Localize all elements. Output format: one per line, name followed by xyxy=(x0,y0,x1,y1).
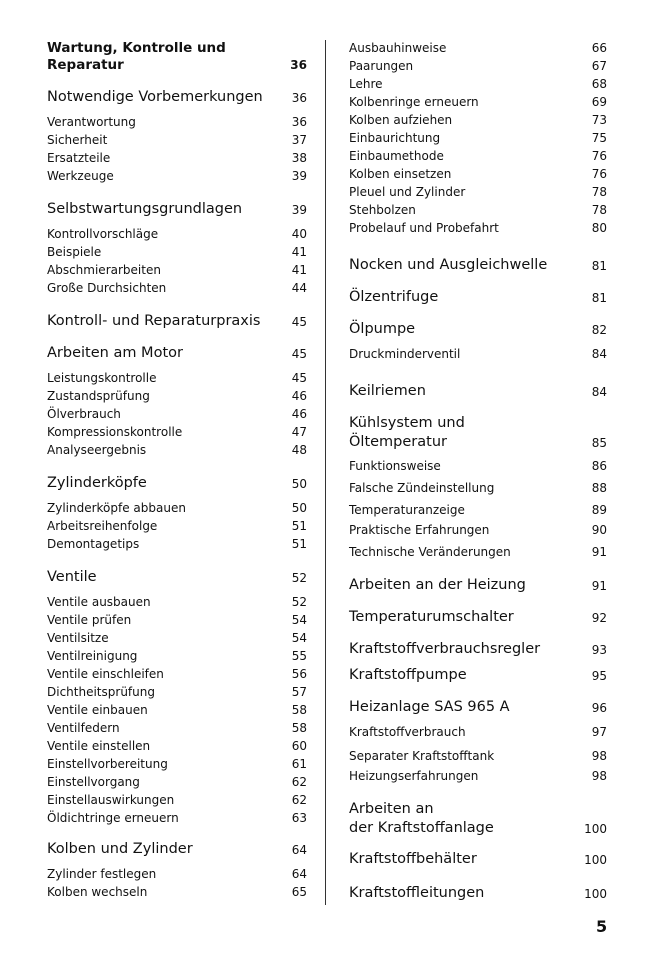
toc-entry xyxy=(349,544,607,561)
toc-entry xyxy=(47,500,307,517)
toc-entry-title: Funktionsweise xyxy=(349,459,441,473)
toc-entry xyxy=(349,458,607,475)
toc-entry xyxy=(349,800,607,838)
toc-page-number: 88 xyxy=(591,481,607,495)
toc-page-number: 78 xyxy=(591,185,607,199)
toc-page-number: 91 xyxy=(591,579,607,593)
toc-entry-title: Druckminderventil xyxy=(349,347,461,361)
toc-section-heading: Selbstwartungsgrundlagen xyxy=(47,201,243,217)
toc-entry-title: Probelauf und Probefahrt xyxy=(349,221,499,235)
toc-page-number: 96 xyxy=(591,701,607,715)
toc-page-number: 91 xyxy=(591,545,607,559)
toc-page-number: 57 xyxy=(291,685,307,699)
toc-page-number: 65 xyxy=(291,885,307,899)
toc-page-number: 45 xyxy=(291,347,307,361)
toc-page-number: 52 xyxy=(291,571,307,585)
toc-entry xyxy=(47,88,307,107)
toc-section-heading: Temperaturumschalter xyxy=(349,609,514,625)
toc-entry xyxy=(47,442,307,459)
toc-page-number: 61 xyxy=(291,757,307,771)
toc-entry-title: Arbeitsreihenfolge xyxy=(47,519,158,533)
toc-page-number: 54 xyxy=(291,631,307,645)
toc-page-number: 40 xyxy=(291,227,307,241)
toc-section-heading: Ölzentrifuge xyxy=(349,289,439,305)
toc-entry-title: Lehre xyxy=(349,77,383,91)
toc-page-number: 45 xyxy=(291,371,307,385)
toc-entry-title: Sicherheit xyxy=(47,133,108,147)
toc-entry-title: Kraftstoffverbrauch xyxy=(349,725,466,739)
toc-entry xyxy=(349,640,607,659)
toc-entry-title: Separater Kraftstofftank xyxy=(349,749,495,763)
toc-entry xyxy=(349,202,607,219)
toc-page-number: 39 xyxy=(291,169,307,183)
toc-entry-title: Zustandsprüfung xyxy=(47,389,150,403)
toc-entry xyxy=(47,702,307,719)
toc-section-heading: Keilriemen xyxy=(349,383,426,399)
toc-entry xyxy=(47,406,307,423)
toc-entry xyxy=(349,576,607,595)
toc-entry xyxy=(349,480,607,497)
toc-entry xyxy=(47,244,307,261)
toc-entry-title: Große Durchsichten xyxy=(47,281,167,295)
toc-entry-title: Einstellauswirkungen xyxy=(47,793,175,807)
toc-entry xyxy=(349,698,607,717)
toc-entry xyxy=(349,148,607,165)
toc-section-heading: Kontroll- und Reparaturpraxis xyxy=(47,313,261,329)
toc-entry-title: Ventile prüfen xyxy=(47,613,132,627)
toc-entry xyxy=(47,150,307,167)
toc-section-heading: Arbeiten an der Heizung xyxy=(349,577,526,593)
toc-entry xyxy=(349,850,607,869)
toc-entry xyxy=(349,884,607,903)
toc-page-number: 69 xyxy=(591,95,607,109)
toc-page-number: 92 xyxy=(591,611,607,625)
toc-page-number: 54 xyxy=(291,613,307,627)
toc-entry-title: Heizungserfahrungen xyxy=(349,769,479,783)
toc-entry-title: Einstellvorbereitung xyxy=(47,757,168,771)
toc-entry xyxy=(47,866,307,883)
toc-page-number: 78 xyxy=(591,203,607,217)
toc-entry-title: Ventilfedern xyxy=(47,721,120,735)
toc-section-heading: Kraftstoffbehälter xyxy=(349,851,477,867)
toc-page-number: 93 xyxy=(591,643,607,657)
toc-section-heading: Heizanlage SAS 965 A xyxy=(349,699,510,715)
toc-section-heading: Kraftstoffpumpe xyxy=(349,667,467,683)
toc-entry xyxy=(47,536,307,553)
toc-section-heading: Ölpumpe xyxy=(349,321,416,337)
toc-page-number: 58 xyxy=(291,703,307,717)
page-number: 5 xyxy=(596,917,608,936)
toc-entry-title: Einbaurichtung xyxy=(349,131,441,145)
toc-entry-title: Einbaumethode xyxy=(349,149,444,163)
toc-page-number: 46 xyxy=(291,407,307,421)
toc-entry xyxy=(47,200,307,219)
toc-page-number: 50 xyxy=(291,501,307,515)
toc-entry xyxy=(349,608,607,627)
toc-section-heading: Wartung, Kontrolle und Reparatur xyxy=(47,40,226,73)
toc-entry xyxy=(349,256,607,275)
toc-page-number: 66 xyxy=(591,41,607,55)
toc-page-number: 84 xyxy=(591,385,607,399)
toc-entry xyxy=(349,382,607,401)
toc-entry xyxy=(47,666,307,683)
toc-page-number: 100 xyxy=(584,887,607,901)
toc-entry-title: Analyseergebnis xyxy=(47,443,147,457)
toc-page-number: 55 xyxy=(291,649,307,663)
toc-entry xyxy=(47,810,307,827)
toc-entry-title: Zylinder festlegen xyxy=(47,867,157,881)
toc-entry-title: Werkzeuge xyxy=(47,169,114,183)
toc-page-number: 48 xyxy=(291,443,307,457)
toc-page-number: 100 xyxy=(584,853,607,867)
toc-entry xyxy=(349,76,607,93)
toc-entry xyxy=(47,792,307,809)
toc-entry-title: Pleuel und Zylinder xyxy=(349,185,466,199)
toc-entry xyxy=(47,424,307,441)
toc-page-number: 68 xyxy=(591,77,607,91)
toc-entry-title: Einstellvorgang xyxy=(47,775,140,789)
toc-section-heading: Nocken und Ausgleichwelle xyxy=(349,257,548,273)
toc-page-number: 38 xyxy=(291,151,307,165)
toc-entry xyxy=(349,502,607,519)
toc-page-number: 86 xyxy=(591,459,607,473)
toc-entry-title: Paarungen xyxy=(349,59,414,73)
toc-entry-title: Leistungskontrolle xyxy=(47,371,157,385)
toc-page-number: 100 xyxy=(584,822,607,836)
toc-page-number: 76 xyxy=(591,149,607,163)
toc-page-number: 41 xyxy=(291,245,307,259)
toc-page-number: 73 xyxy=(591,113,607,127)
toc-page-number: 52 xyxy=(291,595,307,609)
toc-entry-title: Verantwortung xyxy=(47,115,136,129)
toc-page-number: 85 xyxy=(591,436,607,450)
toc-section-heading: Kolben und Zylinder xyxy=(47,841,193,857)
toc-entry-title: Ausbauhinweise xyxy=(349,41,447,55)
toc-page-number: 75 xyxy=(591,131,607,145)
toc-entry xyxy=(47,168,307,185)
toc-page-number: 37 xyxy=(291,133,307,147)
toc-page-number: 64 xyxy=(291,867,307,881)
toc-page-number: 36 xyxy=(291,115,307,129)
toc-entry xyxy=(349,724,607,741)
toc-entry-title: Zylinderköpfe abbauen xyxy=(47,501,186,515)
toc-entry-title: Kolben wechseln xyxy=(47,885,148,899)
toc-page-number: 58 xyxy=(291,721,307,735)
toc-entry xyxy=(47,344,307,363)
toc-section-heading: Arbeiten am Motor xyxy=(47,345,183,361)
toc-page-number: 56 xyxy=(291,667,307,681)
toc-entry xyxy=(349,346,607,363)
toc-entry xyxy=(349,184,607,201)
toc-page-number: 80 xyxy=(591,221,607,235)
toc-entry xyxy=(349,288,607,307)
toc-page-number: 50 xyxy=(291,477,307,491)
toc-section-heading: Kühlsystem und Öltemperatur xyxy=(349,415,465,450)
toc-section-heading: Ventile xyxy=(47,569,97,585)
toc-entry xyxy=(47,132,307,149)
toc-entry xyxy=(47,594,307,611)
toc-page-number: 62 xyxy=(291,793,307,807)
toc-entry xyxy=(349,768,607,785)
toc-page-number: 63 xyxy=(291,811,307,825)
toc-entry xyxy=(349,58,607,75)
toc-entry-title: Falsche Zündeinstellung xyxy=(349,481,495,495)
toc-section-heading: Notwendige Vorbemerkungen xyxy=(47,89,263,105)
toc-page-number: 46 xyxy=(291,389,307,403)
toc-entry xyxy=(47,630,307,647)
toc-entry xyxy=(349,414,607,452)
toc-entry xyxy=(47,720,307,737)
toc-entry xyxy=(47,40,307,74)
toc-page-number: 81 xyxy=(591,291,607,305)
toc-entry-title: Öldichtringe erneuern xyxy=(47,811,179,825)
toc-entry xyxy=(47,568,307,587)
toc-entry-title: Ventilsitze xyxy=(47,631,109,645)
toc-entry xyxy=(349,40,607,57)
toc-entry xyxy=(47,840,307,859)
toc-page-number: 51 xyxy=(291,519,307,533)
toc-entry-title: Kompressionskontrolle xyxy=(47,425,183,439)
toc-page-number: 60 xyxy=(291,739,307,753)
toc-page-number: 41 xyxy=(291,263,307,277)
toc-entry-title: Ventile einschleifen xyxy=(47,667,164,681)
toc-entry xyxy=(47,114,307,131)
toc-entry-title: Ventile einstellen xyxy=(47,739,151,753)
toc-entry xyxy=(349,94,607,111)
toc-entry-title: Praktische Erfahrungen xyxy=(349,523,490,537)
toc-entry-title: Technische Veränderungen xyxy=(349,545,511,559)
toc-page-number: 36 xyxy=(290,58,307,72)
toc-page-number: 98 xyxy=(591,769,607,783)
toc-page-number: 36 xyxy=(291,91,307,105)
toc-entry xyxy=(47,226,307,243)
toc-entry-title: Ventile ausbauen xyxy=(47,595,151,609)
toc-entry xyxy=(349,320,607,339)
toc-page-number: 64 xyxy=(291,843,307,857)
toc-entry xyxy=(47,648,307,665)
toc-entry xyxy=(47,738,307,755)
toc-entry-title: Demontagetips xyxy=(47,537,140,551)
toc-entry xyxy=(47,280,307,297)
toc-page-number: 51 xyxy=(291,537,307,551)
toc-entry-title: Beispiele xyxy=(47,245,102,259)
toc-entry xyxy=(47,756,307,773)
column-divider xyxy=(325,40,326,905)
toc-entry xyxy=(47,612,307,629)
toc-page-number: 97 xyxy=(591,725,607,739)
toc-page-number: 45 xyxy=(291,315,307,329)
toc-entry-title: Stehbolzen xyxy=(349,203,416,217)
toc-page-number: 89 xyxy=(591,503,607,517)
toc-entry xyxy=(47,774,307,791)
toc-entry xyxy=(349,522,607,539)
toc-section-heading: Kraftstoffleitungen xyxy=(349,885,485,901)
toc-section-heading: Kraftstoffverbrauchsregler xyxy=(349,641,541,657)
toc-entry xyxy=(349,666,607,685)
toc-entry xyxy=(47,684,307,701)
toc-page-number: 44 xyxy=(291,281,307,295)
toc-entry xyxy=(47,884,307,901)
toc-page-number: 47 xyxy=(291,425,307,439)
toc-section-heading: Zylinderköpfe xyxy=(47,475,147,491)
toc-entry xyxy=(349,112,607,129)
toc-entry xyxy=(47,370,307,387)
toc-page-number: 98 xyxy=(591,749,607,763)
toc-page-number: 82 xyxy=(591,323,607,337)
toc-entry xyxy=(47,474,307,493)
toc-page-number: 67 xyxy=(591,59,607,73)
toc-entry xyxy=(349,166,607,183)
toc-entry-title: Kolben aufziehen xyxy=(349,113,453,127)
toc-page-number: 81 xyxy=(591,259,607,273)
toc-page-number: 76 xyxy=(591,167,607,181)
toc-entry-title: Kolbenringe erneuern xyxy=(349,95,479,109)
toc-entry xyxy=(349,220,607,237)
toc-entry xyxy=(47,262,307,279)
toc-entry-title: Ventilreinigung xyxy=(47,649,138,663)
toc-page-number: 62 xyxy=(291,775,307,789)
toc-entry xyxy=(349,130,607,147)
toc-page-number: 90 xyxy=(591,523,607,537)
toc-page-number: 84 xyxy=(591,347,607,361)
toc-entry-title: Ventile einbauen xyxy=(47,703,148,717)
toc-entry-title: Abschmierarbeiten xyxy=(47,263,161,277)
toc-page-number: 39 xyxy=(291,203,307,217)
toc-entry xyxy=(47,388,307,405)
toc-entry-title: Ölverbrauch xyxy=(47,407,121,421)
toc-entry-title: Kolben einsetzen xyxy=(349,167,452,181)
toc-page-number: 95 xyxy=(591,669,607,683)
toc-entry-title: Kontrollvorschläge xyxy=(47,227,159,241)
toc-entry xyxy=(47,312,307,331)
toc-section-heading: Arbeiten an der Kraftstoffanlage xyxy=(349,801,494,836)
toc-entry xyxy=(47,518,307,535)
toc-entry-title: Ersatzteile xyxy=(47,151,111,165)
toc-entry xyxy=(349,748,607,765)
toc-entry-title: Temperaturanzeige xyxy=(349,503,465,517)
toc-entry-title: Dichtheitsprüfung xyxy=(47,685,155,699)
